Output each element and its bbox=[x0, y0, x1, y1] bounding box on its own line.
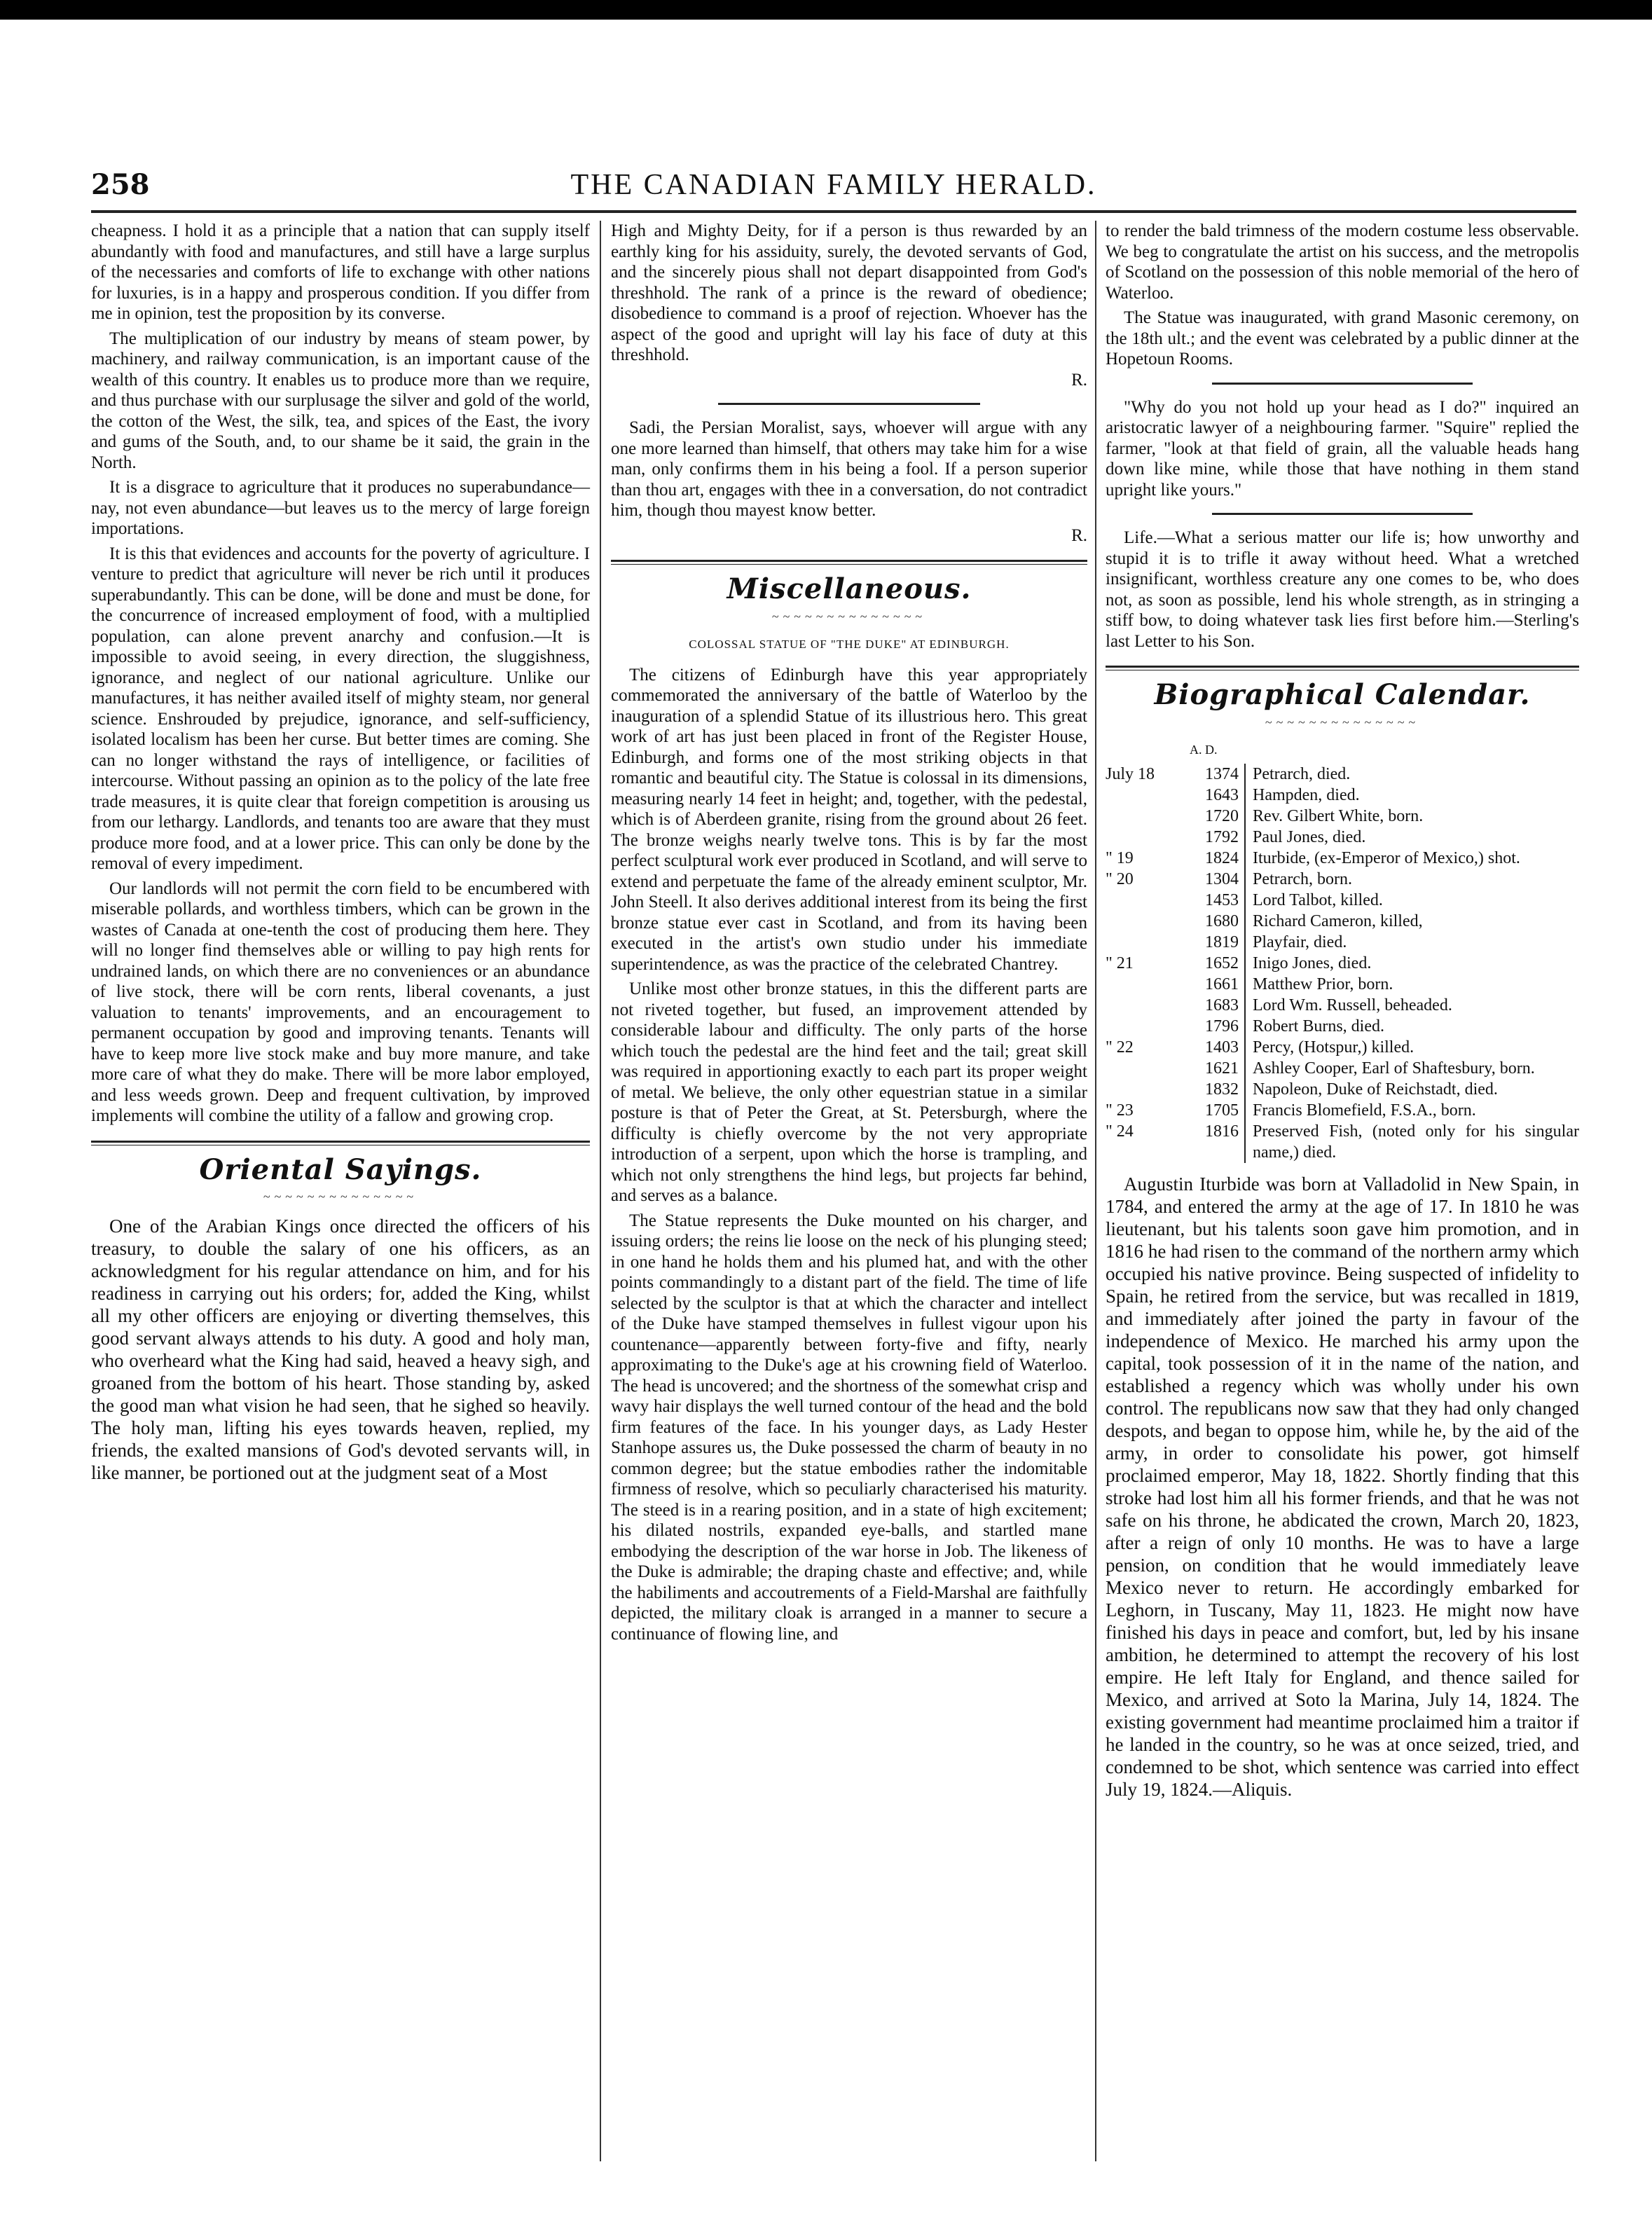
header-rule bbox=[91, 210, 1576, 213]
paragraph: The Statue represents the Duke mounted on his charger, and issuing orders; the reins lie loose on the neck of his plunging steed; in one hand he holds them and his plumed hat, and with the other points commandingly to a distant part of the field. The time of life selected by the sculptor is that at which the character and intellect of the Duke have stamped themselves in fullest vigour upon his countenance—apparently between forty-five and fifty, nearly approximating to the Duke's age at his crowning field of Waterloo. The head is uncovered; and the shortness of the somewhat crisp and wavy hair displays the well turned contour of the head and the bold firm features of the face. In his younger days, as Lady Hester Stanhope assures us, the Duke possessed the charm of beauty in no common degree; but the statue embodies rather the indomitable firmness of resolve, which so peculiarly characterised his maturity. The steed is in a rearing position, and in a state of high excitement; his dilated nostrils, expanded eye-balls, and startled mane embodying the description of the war horse in Job. The likeness of the Duke is admirable; the draping chaste and effective; and, while the habiliments and accoutrements of a Field-Marshal are faithfully depicted, the military cloak is arranged in a manner to secure a continuance of flowing line, and bbox=[611, 1211, 1087, 1644]
paragraph: It is this that evidences and accounts for the poverty of agriculture. I venture to predict that agriculture will never be rich until it produces superabundantly. This can be done, will be done and must be done, for the concurrence of increased employment of food, with a multiplied population, can alone prevent anarchy and confusion.—It is impossible to avoid seeing, in every direction, the sluggishness, ignorance, and neglect of our national agriculture. Unlike our manufactures, it has neither availed itself of mighty steam, nor general science. Enshrouded by prejudice, ignorance, and self-sufficiency, isolated localism has been her curse. But better times are coming. She can no longer withstand the rays of intelligence, or facilities of intercourse. Without passing an opinion as to the policy of the late free trade measures, it is quite clear that foreign competition is arousing us from our lethargy. Landlords, and tenants too are aware that they must produce more food, and at a lower price. This can only be done by the removal of every impediment. bbox=[91, 544, 590, 873]
calendar-year: 1621 bbox=[1183, 1058, 1246, 1079]
paragraph: Sadi, the Persian Moralist, says, whoever will argue with any one more learned than himself, that others may take him for a wise man, only confirms them in his being a fool. If a person superior than thou art, engages with thee in a conversation, do not contradict him, though thou mayest know better. bbox=[611, 418, 1087, 520]
section-rule bbox=[91, 1141, 590, 1145]
paragraph: Unlike most other bronze statues, in this the different parts are not riveted together, but fused, an improvement attended by considerable labour and difficulty. The only parts of the horse which touch the pedestal are the hind feet and the tail; great skill was required in apportioning exactly to each part its proper weight of metal. We believe, the only other equestrian statue in a similar posture is that of Peter the Great, at St. Petersburgh, where the difficulty is chiefly overcome by the not very appropriate introduction of a serpent, upon which the horse is trampling, and which not only strengthens the hind legs, but projects far behind, and serves as a balance. bbox=[611, 979, 1087, 1205]
calendar-date bbox=[1106, 995, 1183, 1016]
section-title-miscellaneous: Miscellaneous. bbox=[727, 572, 972, 605]
calendar-event: Petrarch, born. bbox=[1253, 869, 1352, 888]
calendar-event: Robert Burns, died. bbox=[1253, 1017, 1384, 1035]
section-title-biographical-calendar: Biographical Calendar. bbox=[1154, 678, 1531, 711]
calendar-event: Francis Blomefield, F.S.A., born. bbox=[1253, 1101, 1476, 1120]
calendar-date bbox=[1106, 890, 1183, 911]
short-rule bbox=[1212, 383, 1473, 385]
calendar-event: Hampden, died. bbox=[1253, 785, 1360, 804]
paragraph: It is a disgrace to agriculture that it produces no superabundance—nay, not even abundance—but leaves us to the mercy of large foreign importations. bbox=[91, 478, 590, 538]
section-rule bbox=[611, 560, 1087, 565]
calendar-date bbox=[1106, 932, 1183, 953]
calendar-date bbox=[1106, 1016, 1183, 1037]
paragraph: One of the Arabian Kings once directed the officers of his treasury, to double the salary of one his officers, as an acknowledgment for his regular attendance on him, and for his readiness in carrying out his orders; for, added the King, whilst all my other officers are enjoying or diverting themselves, this good servant always attends to his duty. A good and holy man, who overheard what the King had said, heaved a heavy sigh, and groaned from the bottom of his heart. Those standing by, asked the good man what vision he had seen, that he sighed so heavily. The holy man, lifting his eyes towards heaven, replied, my friends, the exalted mansions of God's devoted servants will, in like manner, be portioned out at the judgment seat of a Most bbox=[91, 1215, 590, 1483]
calendar-date bbox=[1106, 911, 1183, 932]
article-subheading: COLOSSAL STATUE OF "THE DUKE" AT EDINBURGH. bbox=[689, 638, 1010, 651]
calendar-event: Preserved Fish, (noted only for his singular name,) died. bbox=[1253, 1122, 1579, 1162]
calendar-year: 1652 bbox=[1183, 953, 1246, 974]
calendar-date bbox=[1106, 974, 1183, 995]
calendar-year: 1816 bbox=[1183, 1121, 1246, 1163]
calendar-year: 1403 bbox=[1183, 1037, 1246, 1058]
calendar-date: " 24 bbox=[1106, 1122, 1134, 1141]
calendar-year: 1661 bbox=[1183, 974, 1246, 995]
paragraph: Our landlords will not permit the corn field to be encumbered with miserable pollards, and worthless timbers, which can be grown in the wastes of Canada at one-tenth the cost of producing them here. They will no longer find themselves able or willing to pay high rents for undrained lands, on which there are no conveniences or an abundance of live stock, there will be corn rents, liberal covenants, a just valuation to tenants' improvements, and an encouragement to permanent occupation by good and improving tenants. Tenants will have to keep more live stock make and buy more manure, and take more care of what they do make. There will be more labor employed, and less weeds grown. Deep and frequent cultivation, by improved implements will combine the utility of a fallow and growing crop. bbox=[91, 879, 590, 1125]
calendar-date: July 18 bbox=[1106, 764, 1155, 783]
calendar-year: 1374 bbox=[1183, 764, 1246, 785]
ornamental-divider: ~~~~~~~~~~~~~~ bbox=[263, 1190, 418, 1204]
calendar-date: " 20 bbox=[1106, 869, 1134, 888]
calendar-year: 1705 bbox=[1183, 1100, 1246, 1121]
calendar-year: 1792 bbox=[1183, 827, 1246, 848]
calendar-date bbox=[1106, 827, 1183, 848]
paragraph: Augustin Iturbide was born at Valladolid in New Spain, in 1784, and entered the army at the age of 17. In 1810 he was lieutenant, but his talents soon gave him promotion, and in 1816 he had risen to the command of the northern army which occupied his native province. Being suspected of infidelity to Spain, he retired from the service, but was recalled in 1819, and immediately after joined the party in favour of the independence of Mexico. He marched his army upon the capital, took possession of it in the name of the nation, and established a regency which was wholly under his own control. The republicans now saw that they had only changed despots, and began to oppose him, while he, by the aid of the army, in order to consolidate his power, got himself proclaimed emperor, May 18, 1822. Shortly finding that this stroke had lost him all his former friends, and that he was not safe on his throne, he abdicated the crown, March 20, 1823, after a reign of only 10 months. He was to have a large pension, on condition that he would immediately leave Mexico never to return. He accordingly embarked for Leghorn, in Tuscany, May 11, 1823. He might now have finished his days in peace and comfort, but, led by his insane ambition, he determined to attempt the recovery of his lost empire. He left Italy for England, and thence sailed for Mexico, and arrived at Soto la Marina, July 14, 1824. The existing government had meantime proclaimed him a traitor if he landed in the country, so he was at once seized, tried, and condemned to be shot, which sentence was carried into effect July 19, 1824.—Aliquis. bbox=[1106, 1173, 1579, 1800]
calendar-year: 1796 bbox=[1183, 1016, 1246, 1037]
calendar-year: 1824 bbox=[1183, 848, 1246, 869]
calendar-year: 1304 bbox=[1183, 869, 1246, 890]
calendar-event: Playfair, died. bbox=[1253, 932, 1347, 951]
calendar-date: " 19 bbox=[1106, 848, 1134, 867]
page-number: 258 bbox=[91, 168, 150, 201]
short-rule bbox=[718, 403, 980, 405]
paragraph: cheapness. I hold it as a principle that a nation that can supply itself abundantly with food and manufactures, and still have a large surplus of the necessaries and comforts of life to exchange with other nations for luxuries, is in a happy and prosperous condition. If you differ from me in opinion, test the proposition by its converse. bbox=[91, 221, 590, 323]
section-title-oriental-sayings: Oriental Sayings. bbox=[199, 1152, 482, 1186]
calendar-event: Lord Wm. Russell, beheaded. bbox=[1253, 996, 1452, 1014]
column-divider-1 bbox=[600, 221, 601, 2161]
signature: R. bbox=[1071, 525, 1087, 545]
paragraph: The Statue was inaugurated, with grand Masonic ceremony, on the 18th ult.; and the event was celebrated by a public dinner at the Hopetoun Rooms. bbox=[1106, 308, 1579, 369]
calendar-era-label: A. D. bbox=[1190, 743, 1218, 757]
calendar-event: Paul Jones, died. bbox=[1253, 827, 1366, 846]
paragraph: High and Mighty Deity, for if a person is thus rewarded by an earthly king for his assiduity, surely, the devoted servants of God, and the sincerely pious shall not depart disappointed from God's threshhold. The rank of a prince is the reward of obedience; disobedience to command is a proof of rejection. Whoever has the aspect of the good and upright will lay his face of duty at this threshhold. bbox=[611, 221, 1087, 364]
ornamental-divider: ~~~~~~~~~~~~~~ bbox=[1265, 715, 1420, 729]
calendar-event: Ashley Cooper, Earl of Shaftesbury, born. bbox=[1253, 1059, 1535, 1078]
column-3 bbox=[1106, 221, 1579, 1805]
section-rule bbox=[1106, 666, 1579, 670]
calendar-date: " 23 bbox=[1106, 1101, 1134, 1120]
calendar-year: 1819 bbox=[1183, 932, 1246, 953]
page-header bbox=[91, 168, 1576, 210]
calendar-event: Napoleon, Duke of Reichstadt, died. bbox=[1253, 1080, 1498, 1099]
calendar-event: Richard Cameron, killed, bbox=[1253, 911, 1423, 930]
scan-top-edge bbox=[0, 0, 1652, 20]
column-2 bbox=[611, 221, 1087, 1649]
calendar-date bbox=[1106, 1058, 1183, 1079]
calendar-event: Matthew Prior, born. bbox=[1253, 975, 1393, 993]
calendar-year: 1680 bbox=[1183, 911, 1246, 932]
column-1 bbox=[91, 221, 590, 1488]
signature: R. bbox=[1071, 370, 1087, 390]
calendar-year: 1720 bbox=[1183, 806, 1246, 827]
calendar-date: " 21 bbox=[1106, 954, 1134, 972]
calendar-event: Petrarch, died. bbox=[1253, 764, 1351, 783]
calendar-event: Percy, (Hotspur,) killed. bbox=[1253, 1038, 1414, 1057]
calendar-date bbox=[1106, 806, 1183, 827]
calendar-event: Inigo Jones, died. bbox=[1253, 954, 1372, 972]
paragraph: Life.—What a serious matter our life is; how unworthy and stupid it is to trifle it away without heed. What a wretched insignificant, worthless creature any one comes to be, who does not, as soon as possible, lend his whole strength, as in stringing a stiff bow, to doing whatever task lies first before him.—Sterling's last Letter to his Son. bbox=[1106, 528, 1579, 651]
calendar-event: Rev. Gilbert White, born. bbox=[1253, 806, 1424, 825]
running-title: THE CANADIAN FAMILY HERALD. bbox=[570, 169, 1097, 201]
calendar-year: 1832 bbox=[1183, 1079, 1246, 1100]
calendar-date: " 22 bbox=[1106, 1038, 1134, 1057]
calendar-table bbox=[1106, 764, 1579, 1163]
calendar-year: 1683 bbox=[1183, 995, 1246, 1016]
calendar-year: 1453 bbox=[1183, 890, 1246, 911]
short-rule bbox=[1212, 513, 1473, 515]
paragraph: "Why do you not hold up your head as I do?" inquired an aristocratic lawyer of a neighbouring farmer. "Squire" replied the farmer, "look at that field of grain, all the valuable heads hang down like mine, while those that have nothing in them stand upright like yours." bbox=[1106, 397, 1579, 500]
paragraph: to render the bald trimness of the modern costume less observable. We beg to congratulate the artist on his success, and the metropolis of Scotland on the possession of this noble memorial of the hero of Waterloo. bbox=[1106, 221, 1579, 303]
calendar-date bbox=[1106, 1079, 1183, 1100]
paragraph: The citizens of Edinburgh have this year appropriately commemorated the anniversary of the battle of Waterloo by the inauguration of a splendid Statue of its illustrious hero. This great work of art has just been placed in front of the Register House, Edinburgh, and forms one of the most striking objects in that romantic and beautiful city. The Statue is colossal in its dimensions, measuring nearly 14 feet in height; and, together, with the pedestal, which is of Aberdeen granite, rising from the ground about 26 feet. The bronze weighs nearly twelve tons. This is by far the most perfect sculptural work ever produced in Scotland, and will serve to extend and perpetuate the fame of the already eminent sculptor, Mr. John Steell. It also derives additional interest from its being the first bronze statue ever cast in Scotland, and from its having been executed in the artist's own studio under his immediate superintendence, as was the practice of the celebrated Chantrey. bbox=[611, 665, 1087, 974]
calendar-event: Lord Talbot, killed. bbox=[1253, 890, 1383, 909]
column-divider-2 bbox=[1095, 221, 1096, 2161]
calendar-date bbox=[1106, 785, 1183, 806]
paragraph: The multiplication of our industry by means of steam power, by machinery, and railway communication, is an important cause of the wealth of this country. It enables us to produce more than we require, and thus purchase with our surplusage the silver and gold of the world, the cotton of the West, the silk, tea, and spices of the East, the ivory and gums of the South, and, to our shame be it said, the grain in the North. bbox=[91, 329, 590, 472]
calendar-event: Iturbide, (ex-Emperor of Mexico,) shot. bbox=[1253, 848, 1520, 867]
calendar-year: 1643 bbox=[1183, 785, 1246, 806]
ornamental-divider: ~~~~~~~~~~~~~~ bbox=[771, 609, 927, 624]
